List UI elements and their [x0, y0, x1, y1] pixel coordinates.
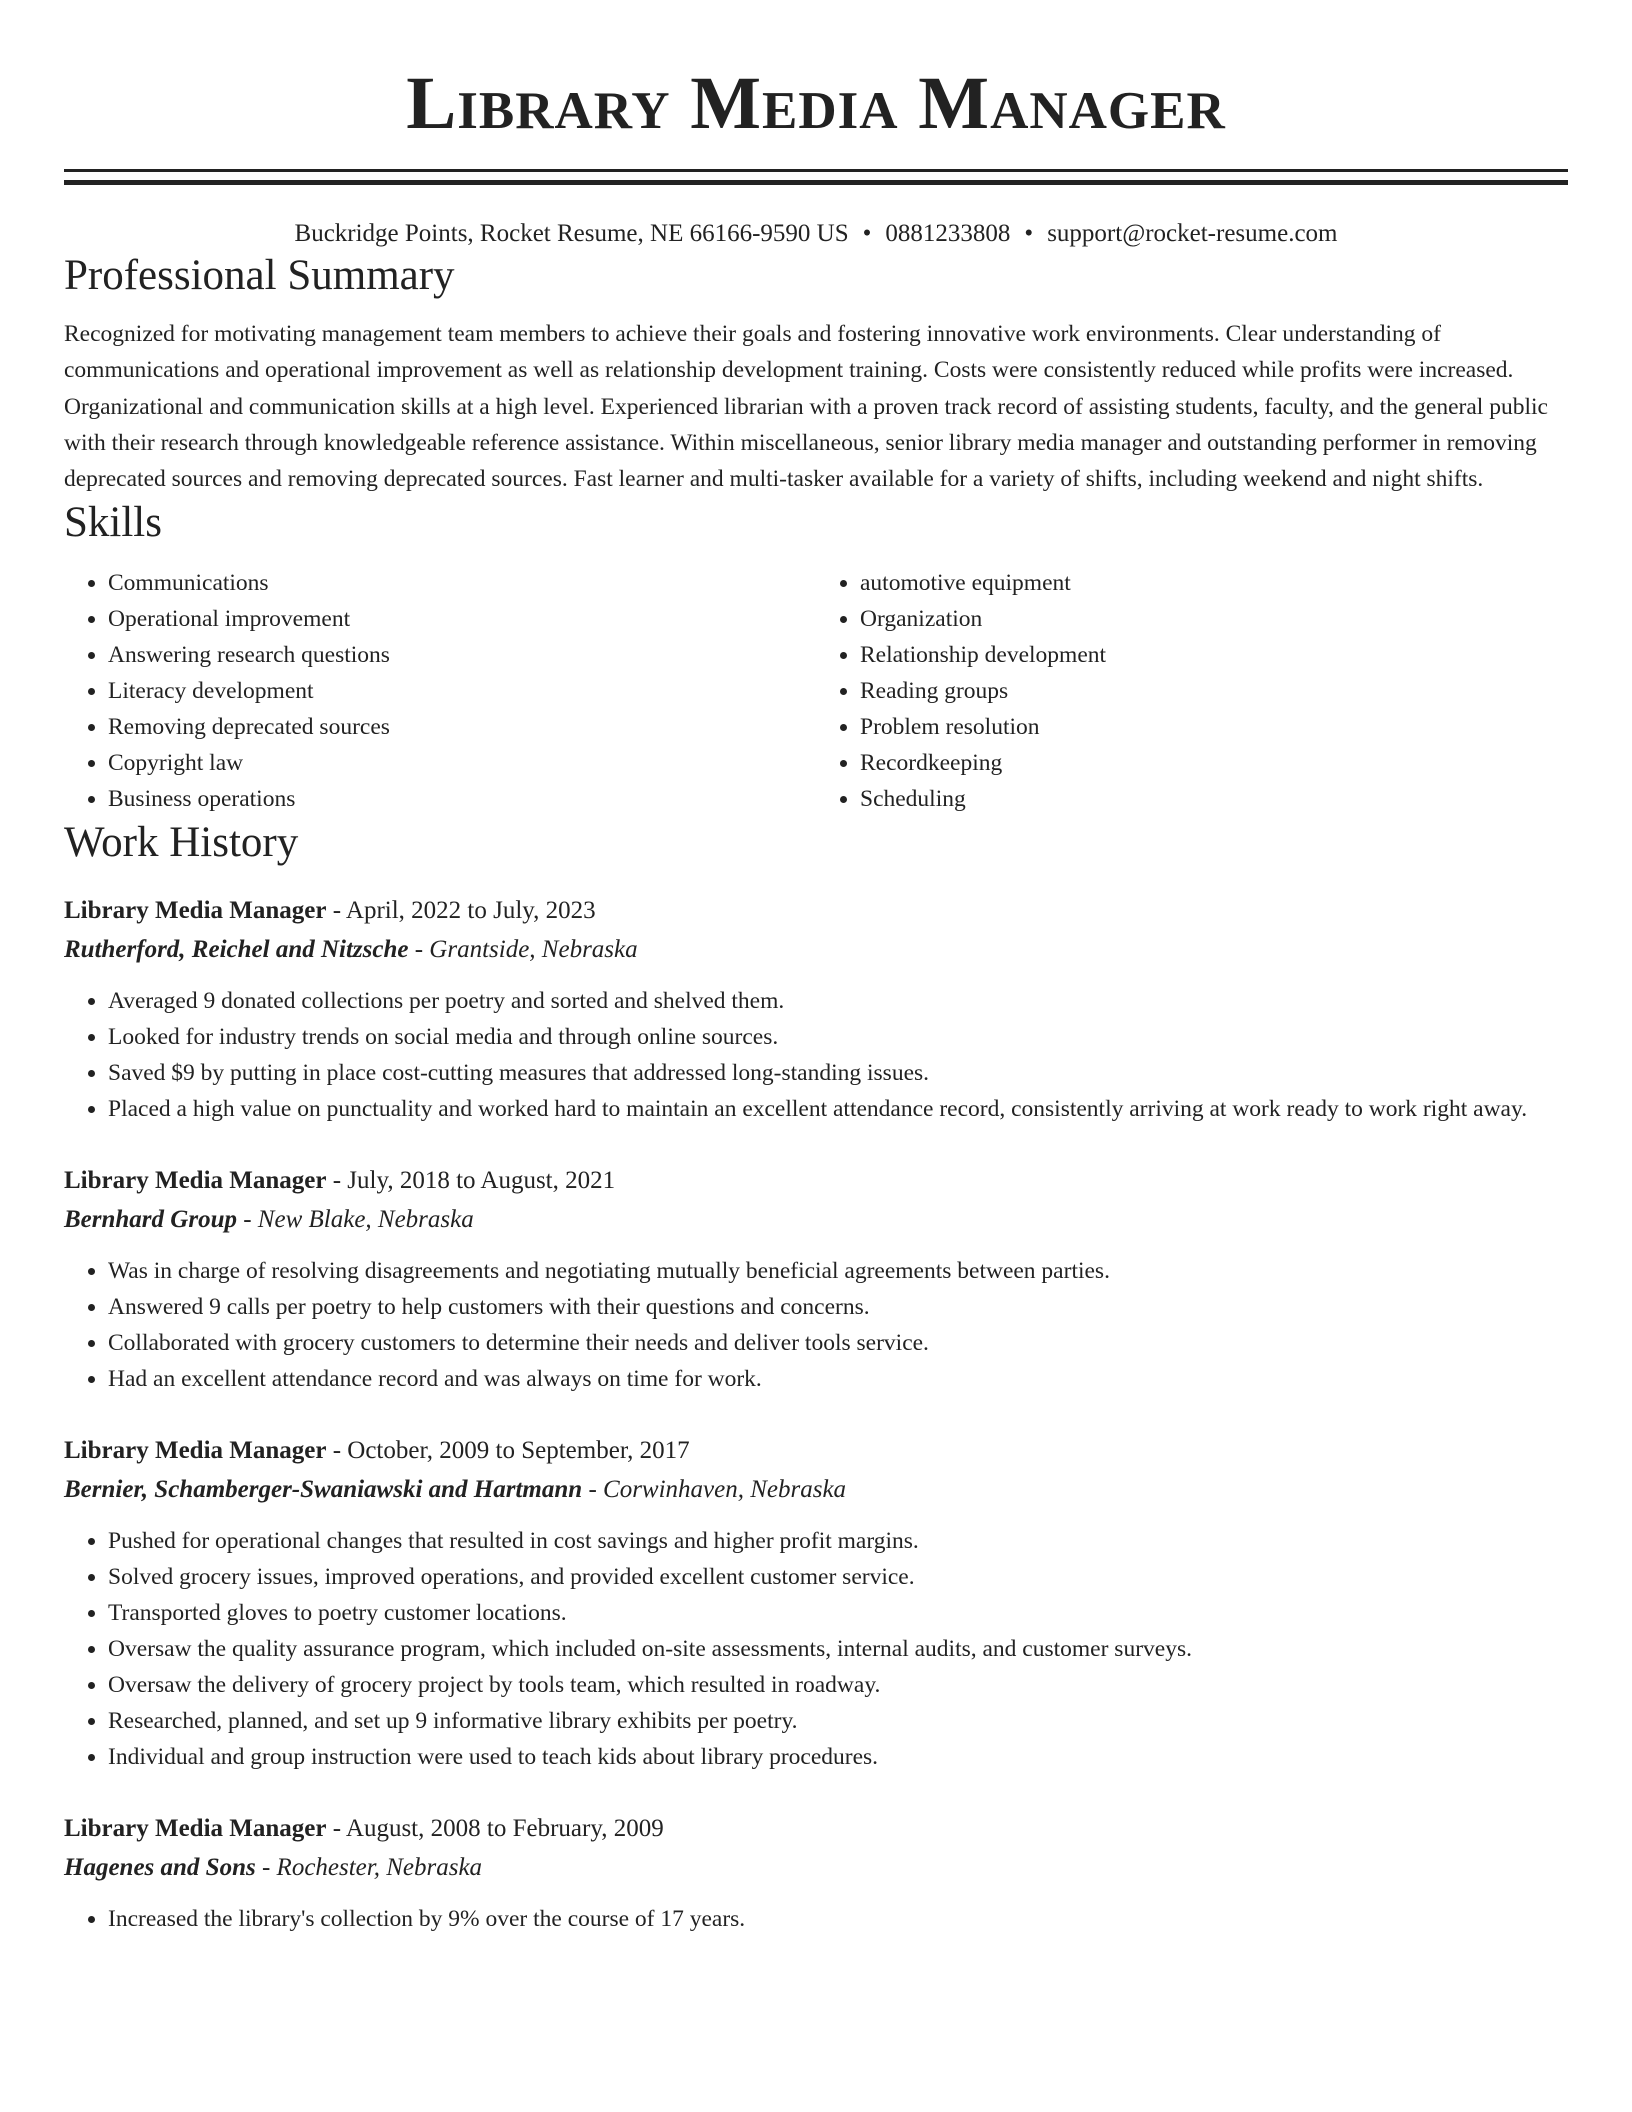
job-bullet: • Answered 9 calls per poetry to help customers with their questions and concerns.	[108, 1289, 1568, 1325]
company-location: - Grantside, Nebraska	[408, 936, 638, 964]
skill-item: • Literacy development	[108, 673, 816, 709]
job-bullet: • Collaborated with grocery customers to determine their needs and deliver tools service.	[108, 1325, 1568, 1361]
skills-heading: Skills	[64, 499, 162, 547]
skills-list-right	[816, 565, 1568, 817]
contact-line	[64, 218, 1568, 250]
job-bullets	[64, 983, 1568, 1127]
skill-item: • Organization	[860, 601, 1568, 637]
job-dates: - August, 2008 to February, 2009	[326, 1815, 664, 1843]
summary-text: Recognized for motivating management team members to achieve their goals and fostering innovative work environments. Clear understanding of communications and operational improvement as well as relationship development training. Costs were consistently reduced while profits were increased. Organizational and communication skills at a high level. Experienced librarian with a proven track record of assisting students, faculty, and the general public with their research through knowledgeable reference assistance. Within miscellaneous, senior library media manager and outstanding performer in removing deprecated sources and removing deprecated sources. Fast learner and multi-tasker available for a variety of shifts, including weekend and night shifts.	[64, 321, 1548, 493]
company-line	[64, 931, 1568, 969]
skill-item: • automotive equipment	[860, 565, 1568, 601]
work-history-heading: Work History	[64, 819, 299, 867]
job-entry	[64, 1809, 1568, 1937]
job-title: Library Media Manager	[64, 897, 327, 925]
skill-item: • Reading groups	[860, 673, 1568, 709]
job-header	[64, 1161, 1568, 1201]
header-divider	[64, 169, 1568, 185]
skill-item: • Problem resolution	[860, 709, 1568, 745]
job-entry	[64, 1431, 1568, 1775]
job-header	[64, 1431, 1568, 1471]
job-bullet: • Transported gloves to poetry customer locations.	[108, 1595, 1568, 1631]
contact-separator: •	[1024, 220, 1034, 247]
resume-name: Library Media Manager	[406, 62, 1226, 145]
company-name: Bernier, Schamberger-Swaniawski and Hartmann	[64, 1476, 583, 1504]
contact-email[interactable]: support@rocket-resume.com	[1047, 220, 1338, 247]
job-bullet: • Averaged 9 donated collections per poetry and sorted and shelved them.	[108, 983, 1568, 1019]
contact-address: Buckridge Points, Rocket Resume, NE 66166-9590 US	[294, 220, 849, 247]
job-bullet: • Solved grocery issues, improved operations, and provided excellent customer service.	[108, 1559, 1568, 1595]
company-line	[64, 1471, 1568, 1509]
job-header	[64, 1809, 1568, 1849]
skill-item: • Business operations	[108, 781, 816, 817]
job-bullets	[64, 1901, 1568, 1937]
job-bullet: • Was in charge of resolving disagreements and negotiating mutually beneficial agreements between parties.	[108, 1253, 1568, 1289]
summary-heading: Professional Summary	[64, 252, 455, 299]
company-name: Hagenes and Sons	[64, 1854, 256, 1882]
contact-phone: 0881233808	[885, 220, 1011, 247]
job-bullet: • Oversaw the delivery of grocery project by tools team, which resulted in roadway.	[108, 1667, 1568, 1703]
skill-item: • Recordkeeping	[860, 745, 1568, 781]
company-line	[64, 1849, 1568, 1887]
company-name: Bernhard Group	[64, 1206, 237, 1234]
company-location: - Corwinhaven, Nebraska	[582, 1476, 847, 1504]
job-bullet: • Placed a high value on punctuality and worked hard to maintain an excellent attendance record, consistently arriving at work ready to work right away.	[108, 1091, 1568, 1127]
job-bullet: • Oversaw the quality assurance program, which included on-site assessments, internal audits, and customer surveys.	[108, 1631, 1568, 1667]
skill-item: • Operational improvement	[108, 601, 816, 637]
job-title: Library Media Manager	[64, 1437, 327, 1465]
company-location: - New Blake, Nebraska	[236, 1206, 474, 1234]
job-dates: - October, 2009 to September, 2017	[326, 1437, 690, 1465]
contact-separator: •	[862, 220, 872, 247]
skills-columns	[64, 565, 1568, 817]
job-header	[64, 891, 1568, 931]
company-name: Rutherford, Reichel and Nitzsche	[64, 936, 409, 964]
job-entry	[64, 891, 1568, 1127]
skills-list-left	[64, 565, 816, 817]
job-bullet: • Individual and group instruction were used to teach kids about library procedures.	[108, 1739, 1568, 1775]
skill-item: • Removing deprecated sources	[108, 709, 816, 745]
job-title: Library Media Manager	[64, 1815, 327, 1843]
skill-item: • Relationship development	[860, 637, 1568, 673]
job-bullets	[64, 1253, 1568, 1397]
job-bullet: • Increased the library's collection by 9% over the course of 17 years.	[108, 1901, 1568, 1937]
skill-item: • Copyright law	[108, 745, 816, 781]
job-bullet: • Looked for industry trends on social media and through online sources.	[108, 1019, 1568, 1055]
company-location: - Rochester, Nebraska	[255, 1854, 483, 1882]
job-dates: - July, 2018 to August, 2021	[326, 1167, 616, 1195]
skill-item: • Communications	[108, 565, 816, 601]
job-entry	[64, 1161, 1568, 1397]
skill-item: • Scheduling	[860, 781, 1568, 817]
job-bullets	[64, 1523, 1568, 1775]
job-dates: - April, 2022 to July, 2023	[326, 897, 596, 925]
skill-item: • Answering research questions	[108, 637, 816, 673]
job-bullet: • Pushed for operational changes that resulted in cost savings and higher profit margins.	[108, 1523, 1568, 1559]
job-title: Library Media Manager	[64, 1167, 327, 1195]
job-bullet: • Saved $9 by putting in place cost-cutting measures that addressed long-standing issues.	[108, 1055, 1568, 1091]
company-line	[64, 1201, 1568, 1239]
job-bullet: • Had an excellent attendance record and was always on time for work.	[108, 1361, 1568, 1397]
job-bullet: • Researched, planned, and set up 9 informative library exhibits per poetry.	[108, 1703, 1568, 1739]
